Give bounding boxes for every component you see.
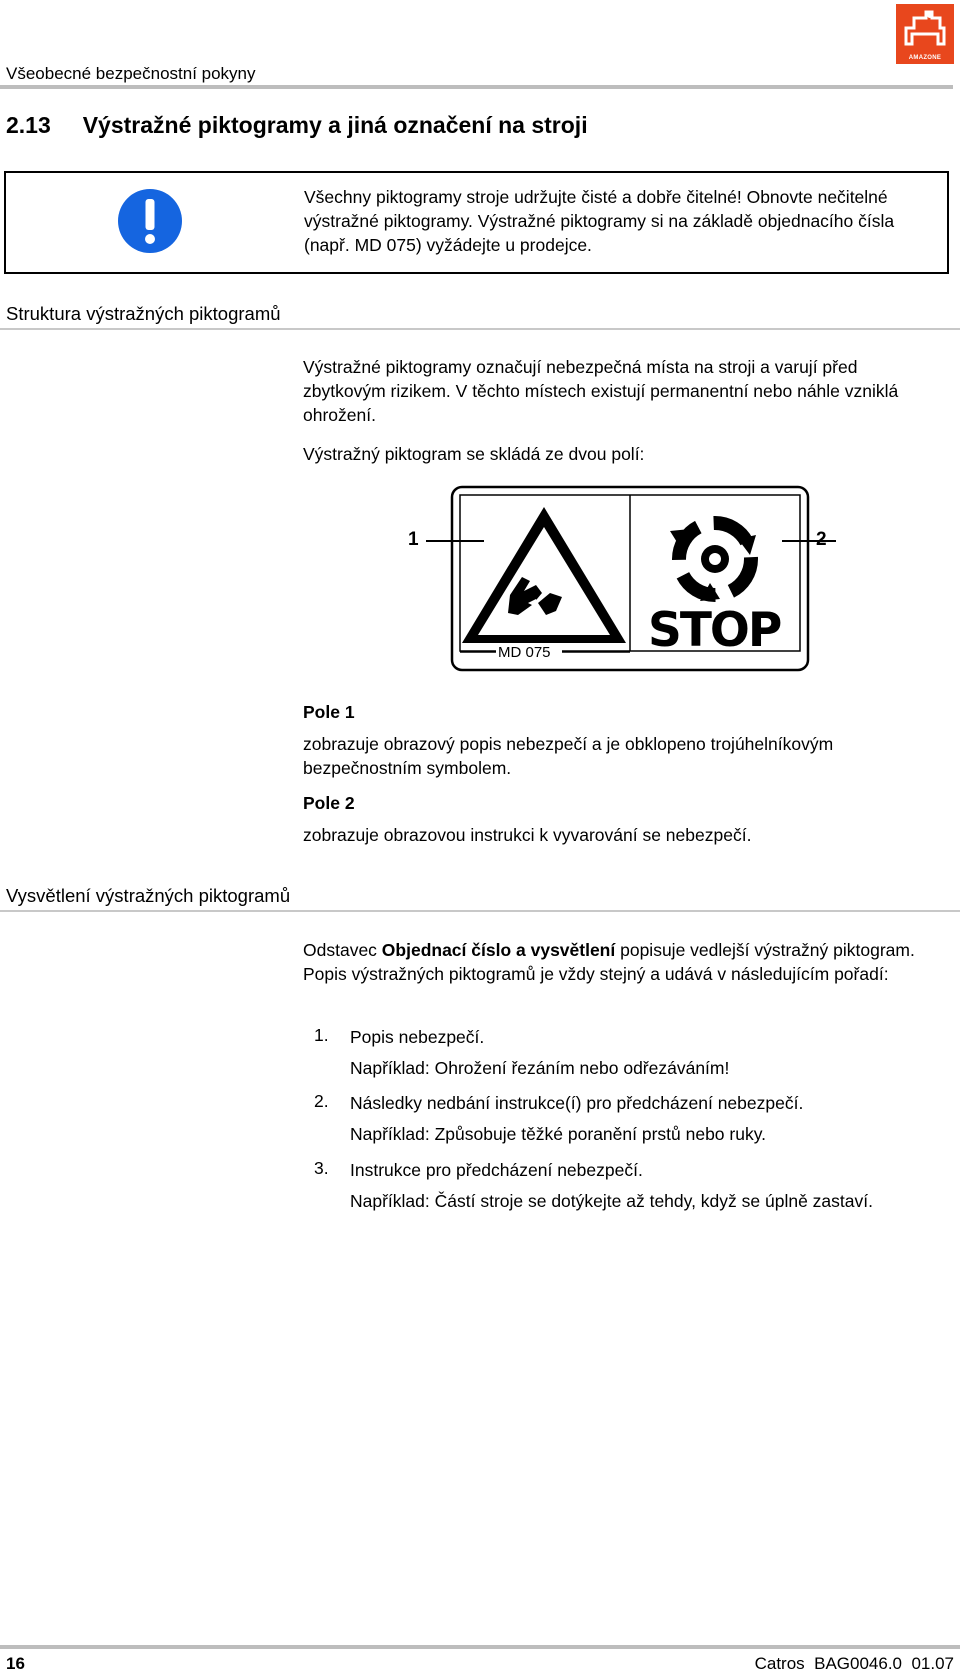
pole-1-text: zobrazuje obrazový popis nebezpečí a je obklopeno trojúhelníkovým bezpečnostním symbolem. [303,734,834,778]
list-item-2-example: Například: Způsobuje těžké poranění prstů nebo ruky. [350,1124,767,1144]
page-number: 16 [6,1654,25,1673]
structure-rule [0,328,960,330]
intro-post: popisuje vedlejší výstražný piktogram. Popis výstražných piktogramů je vždy stejný a udává v následujícím pořadí: [303,940,915,984]
list-item-2-number: 2. [314,1091,329,1111]
list-item-1-example: Například: Ohrožení řezáním nebo odřezáváním! [350,1058,730,1078]
list-item-3-example: Například: Částí stroje se dotýkejte až tehdy, když se úplně zastaví. [350,1191,873,1211]
pole-2-title: Pole 2 [303,793,355,813]
structure-paragraph-2: Výstražný piktogram se skládá ze dvou polí: [303,444,645,464]
pole-1-title: Pole 1 [303,702,355,722]
document-info: Catros BAG0046.0 01.07 [754,1654,954,1673]
structure-heading: Struktura výstražných piktogramů [6,303,281,324]
logo-wordmark: AMAZONE [908,55,942,61]
amazone-logo-icon [896,4,954,54]
explanation-rule [0,910,960,912]
list-item-1-number: 1. [314,1025,329,1045]
explanation-intro [303,938,943,986]
list-item-2-text: Následky nedbání instrukce(í) pro předcházení nebezpečí. [350,1093,804,1113]
pole-2-text: zobrazuje obrazovou instrukci k vyvarování se nebezpečí. [303,825,752,845]
pictogram-label-2: 2 [816,529,827,550]
amazone-logo [896,4,954,64]
pictogram-code: MD 075 [498,644,551,661]
running-header: Všeobecné bezpečnostní pokyny [6,64,256,83]
section-title: 2.13 Výstražné piktogramy a jiná označení na stroji [6,112,588,138]
list-item-3-number: 3. [314,1158,329,1178]
warning-pictogram [400,485,840,675]
intro-pre: Odstavec [303,940,382,960]
explanation-heading: Vysvětlení výstražných piktogramů [6,885,291,906]
structure-paragraph-1: Výstražné piktogramy označují nebezpečná místa na stroji a varují před zbytkovým rizikem. V těchto místech existují permanentní nebo náhle vzniklá ohrožení. [303,357,899,425]
list-item-1-text: Popis nebezpečí. [350,1027,485,1047]
footer-rule [0,1645,960,1649]
exclamation-circle-icon [117,188,183,259]
header-rule [0,85,953,89]
pictogram-stop-text: STOP [648,603,781,658]
intro-bold: Objednací číslo a vysvětlení [381,940,616,960]
list-item-3-text: Instrukce pro předcházení nebezpečí. [350,1160,643,1180]
notice-text: Všechny piktogramy stroje udržujte čisté a dobře čitelné! Obnovte nečitelné výstražné piktogramy. Výstražné piktogramy si na základě objednacího čísla (např. MD 075) vyžádejte u prodejce. [304,187,895,255]
notice-box [4,171,949,274]
pictogram-label-1: 1 [408,529,419,550]
